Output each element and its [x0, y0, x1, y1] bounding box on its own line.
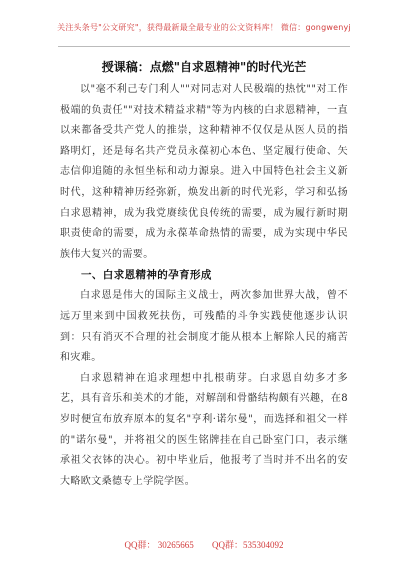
document-body: [60, 80, 348, 492]
header-promo-note: 关注头条号"公文研究"，获得最新最全最专业的公文资料库！ 微信：gongwenyj: [57, 23, 351, 32]
header-divider: [58, 46, 350, 47]
section-paragraph: 白求恩是伟大的国际主义战士，两次参加世界大战，曾不远万里来到中国救死扶伤，可残酷的斗争实践使他逐步认识到：只有消灭不合理的社会制度才能从根本上解除人民的痛苦和灾难。: [60, 290, 348, 364]
footer-qq-group-1: QQ群： 30265665: [124, 540, 194, 550]
footer-qq-group-2: QQ群：535304092: [212, 540, 284, 550]
intro-paragraph: 以"毫不利己专门利人""对同志对人民极端的热忱""对工作极端的负责任""对技术精益求精"等为内核的白求恩精神，一直以来都备受共产党人的推崇，这种精神不仅仅是从医人员的指路明灯，还是每名共产党员永葆初心本色、坚定履行使命、矢志信仰追随的永恒坐标和动力源泉。进入中国特色社会主义新时代，这种精神历经弥新，焕发出新的时代光彩，学习和弘扬白求恩精神，成为我党赓续优良传统的需要，成为履行新时期职责使命的需要，成为永葆革命热情的需要，成为实现中华民族伟大复兴的需要。: [60, 84, 348, 260]
footer-contact: [0, 538, 408, 551]
document-title: 授课稿：点燃"自求恩精神"的时代光芒: [101, 60, 307, 74]
section-heading: 一、白求恩精神的孕育形成: [81, 269, 212, 282]
section-paragraph: 白求恩精神在追求理想中扎根萌芽。白求恩自幼多才多艺，具有音乐和美术的才能，对解剖和骨骼结构颇有兴趣，在8岁时便宣布放弃原本的复名"亨利·诺尔曼"，而选择和祖父一样的"诺尔曼"，并将祖父的医生铭牌挂在自己卧室门口，表示继承祖父衣钵的决心。初中毕业后，他报考了当时并不出名的安大略欧文桑德专上学院学医。: [60, 372, 348, 487]
